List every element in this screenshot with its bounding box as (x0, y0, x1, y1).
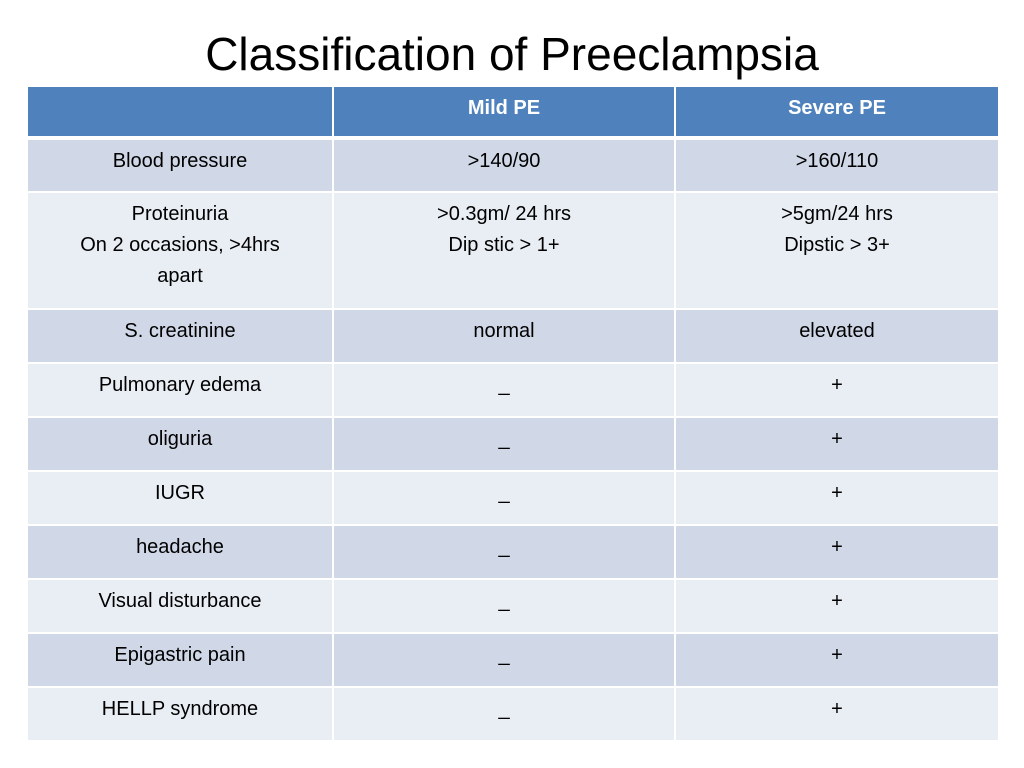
mild-cell (333, 525, 675, 579)
table-row (27, 579, 999, 633)
header-cell-mild-pe: Mild PE (333, 86, 675, 138)
cell-text: + (831, 698, 843, 720)
header-cell-feature (27, 86, 333, 138)
cell-text: headache (136, 536, 224, 558)
severe-cell (675, 192, 999, 309)
feature-cell (27, 633, 333, 687)
cell-text: _ (498, 374, 510, 396)
mild-cell (333, 579, 675, 633)
header-cell-severe-pe: Severe PE (675, 86, 999, 138)
cell-text: elevated (799, 320, 875, 342)
slide-title: Classification of Preeclampsia (205, 28, 819, 80)
cell-text: _ (498, 428, 510, 450)
feature-cell (27, 579, 333, 633)
severe-cell (675, 687, 999, 741)
feature-cell (27, 417, 333, 471)
cell-text: Visual disturbance (98, 590, 262, 612)
cell-text: HELLP syndrome (101, 698, 259, 720)
cell-text: + (831, 590, 843, 612)
severe-cell (675, 138, 999, 192)
mild-cell (333, 138, 675, 192)
table-header-row (27, 86, 999, 138)
cell-text: + (831, 536, 843, 558)
cell-text: oliguria (147, 428, 213, 450)
classification-table (26, 85, 1000, 742)
cell-text: Dip stic > 1+ (448, 234, 560, 256)
cell-text: >160/110 (795, 150, 879, 172)
mild-cell (333, 363, 675, 417)
severe-cell (675, 579, 999, 633)
cell-text: Pulmonary edema (98, 374, 262, 396)
feature-cell (27, 192, 333, 309)
cell-text: Blood pressure (112, 150, 248, 172)
table-row (27, 525, 999, 579)
cell-text: IUGR (155, 482, 205, 504)
table-row (27, 417, 999, 471)
severe-cell (675, 417, 999, 471)
feature-cell (27, 309, 333, 363)
mild-cell (333, 633, 675, 687)
table-row (27, 633, 999, 687)
cell-text: Epigastric pain (114, 644, 246, 666)
cell-text: _ (498, 590, 510, 612)
feature-cell (27, 138, 333, 192)
severe-cell (675, 525, 999, 579)
mild-cell (333, 192, 675, 309)
feature-cell (27, 363, 333, 417)
severe-cell (675, 633, 999, 687)
mild-cell (333, 417, 675, 471)
cell-text: >5gm/24 hrs (781, 203, 893, 225)
mild-cell (333, 471, 675, 525)
table-row (27, 471, 999, 525)
cell-text: S. creatinine (124, 320, 236, 342)
severe-cell (675, 363, 999, 417)
cell-text: _ (498, 482, 510, 504)
table-row (27, 309, 999, 363)
cell-text: _ (498, 644, 510, 666)
severe-cell (675, 471, 999, 525)
cell-text: + (831, 482, 843, 504)
table-row (27, 363, 999, 417)
table-row (27, 687, 999, 741)
cell-text: Dipstic > 3+ (784, 234, 890, 256)
severe-cell (675, 309, 999, 363)
cell-text: + (831, 428, 843, 450)
cell-text: >140/90 (467, 150, 541, 172)
feature-cell (27, 525, 333, 579)
table-row (27, 192, 999, 309)
cell-text: On 2 occasions, >4hrs (80, 234, 280, 256)
cell-text: >0.3gm/ 24 hrs (437, 203, 571, 225)
feature-cell (27, 687, 333, 741)
mild-cell (333, 309, 675, 363)
cell-text: _ (498, 536, 510, 558)
mild-cell (333, 687, 675, 741)
cell-text: apart (157, 265, 203, 287)
feature-cell (27, 471, 333, 525)
table-row (27, 138, 999, 192)
cell-text: _ (498, 698, 510, 720)
cell-text: normal (473, 320, 535, 342)
cell-text: Proteinuria (131, 203, 229, 225)
cell-text: + (831, 644, 843, 666)
cell-text: + (831, 374, 843, 396)
